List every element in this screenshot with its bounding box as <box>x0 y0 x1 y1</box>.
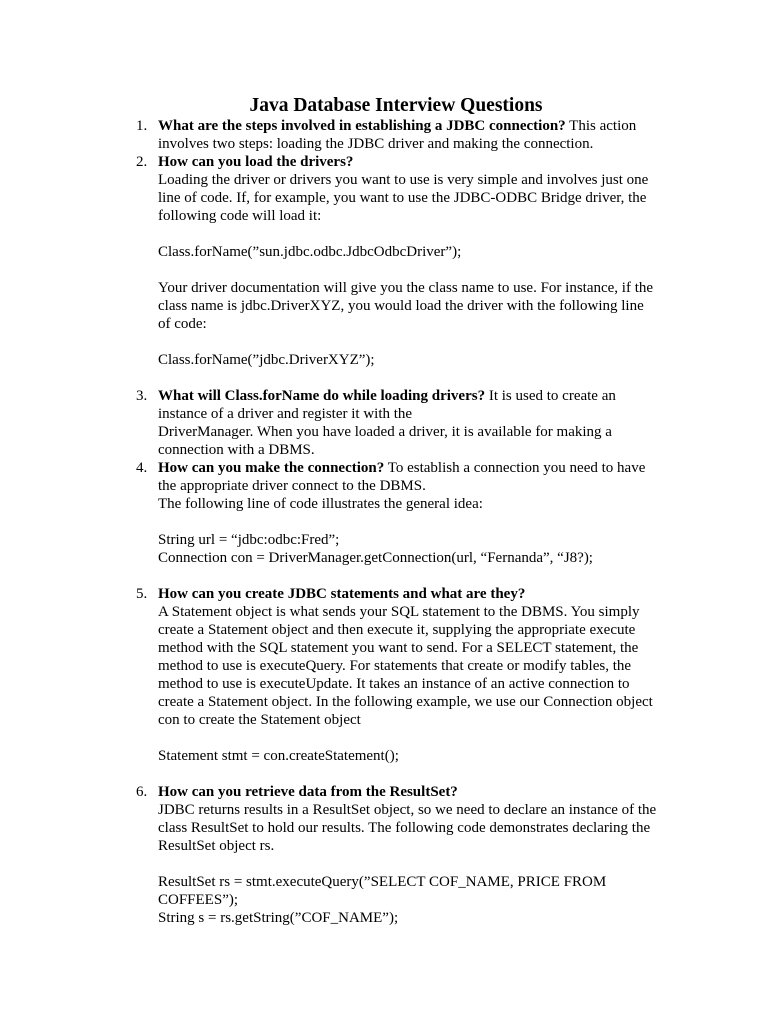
code-line: Class.forName(”jdbc.DriverXYZ”); <box>158 352 375 368</box>
answer-paragraph: Loading the driver or drivers you want to use is very simple and involves just one line of code. If, for example, you want to use the JDBC-ODBC Bridge driver, the following code will load it: <box>158 172 649 224</box>
question-text: How can you retrieve data from the ResultSet? <box>158 784 458 800</box>
code-line: String url = “jdbc:odbc:Fred”; <box>158 532 340 548</box>
question-number: 3. <box>136 388 148 404</box>
answer-text: To establish a connection you need to have the appropriate driver connect to the DBMS. <box>158 460 646 494</box>
blank-line <box>158 765 658 783</box>
question-text: What are the steps involved in establishing a JDBC connection? <box>158 118 566 134</box>
question-number: 1. <box>136 118 148 134</box>
answer-paragraph: DriverManager. When you have loaded a driver, it is available for making a connection with a DBMS. <box>158 424 612 458</box>
code-line: Connection con = DriverManager.getConnection(url, “Fernanda”, “J8?); <box>158 550 593 566</box>
blank-line <box>158 225 658 243</box>
question-item-1 <box>136 117 658 153</box>
blank-line <box>158 729 658 747</box>
question-list <box>136 117 658 927</box>
code-line: Class.forName(”sun.jdbc.odbc.JdbcOdbcDriver”); <box>158 244 462 260</box>
question-item-4 <box>136 459 658 585</box>
answer-paragraph: A Statement object is what sends your SQL statement to the DBMS. You simply create a Statement object and then execute it, supplying the appropriate execute method with the SQL statement you want to send. For a SELECT statement, the method to use is executeQuery. For statements that create or modify tables, the method to use is executeUpdate. It takes an instance of an active connection to create a Statement object. In the following example, we use our Connection object con to create the Statement object <box>158 604 653 728</box>
question-text: How can you make the connection? <box>158 460 385 476</box>
question-number: 6. <box>136 784 148 800</box>
question-text: How can you create JDBC statements and what are they? <box>158 586 526 602</box>
blank-line <box>158 855 658 873</box>
blank-line <box>158 333 658 351</box>
question-text: What will Class.forName do while loading drivers? <box>158 388 486 404</box>
question-paragraph <box>158 117 658 153</box>
code-line: Statement stmt = con.createStatement(); <box>158 748 399 764</box>
answer-text: This action involves two steps: loading the JDBC driver and making the connection. <box>158 118 637 152</box>
answer-paragraph: JDBC returns results in a ResultSet object, so we need to declare an instance of the class ResultSet to hold our results. The following code demonstrates declaring the ResultSet object rs. <box>158 802 657 854</box>
answer-paragraph: Your driver documentation will give you the class name to use. For instance, if the class name is jdbc.DriverXYZ, you would load the driver with the following line of code: <box>158 280 654 332</box>
question-text: How can you load the drivers? <box>158 154 354 170</box>
code-line: ResultSet rs = stmt.executeQuery(”SELECT COF_NAME, PRICE FROM COFFEES”); <box>158 874 607 908</box>
question-number: 2. <box>136 154 148 170</box>
question-item-6 <box>136 783 658 927</box>
document-title: Java Database Interview Questions <box>249 95 543 116</box>
question-number: 4. <box>136 460 148 476</box>
answer-text: It is used to create an instance of a driver and register it with the <box>158 388 616 422</box>
question-number: 5. <box>136 586 148 602</box>
blank-line <box>158 369 658 387</box>
code-line: String s = rs.getString(”COF_NAME”); <box>158 910 399 926</box>
question-paragraph <box>158 459 658 495</box>
blank-line <box>158 261 658 279</box>
question-item-5 <box>136 585 658 783</box>
answer-paragraph: The following line of code illustrates the general idea: <box>158 496 483 512</box>
question-paragraph <box>158 387 658 423</box>
blank-line <box>158 513 658 531</box>
question-item-2 <box>136 153 658 387</box>
question-item-3 <box>136 387 658 459</box>
blank-line <box>158 567 658 585</box>
